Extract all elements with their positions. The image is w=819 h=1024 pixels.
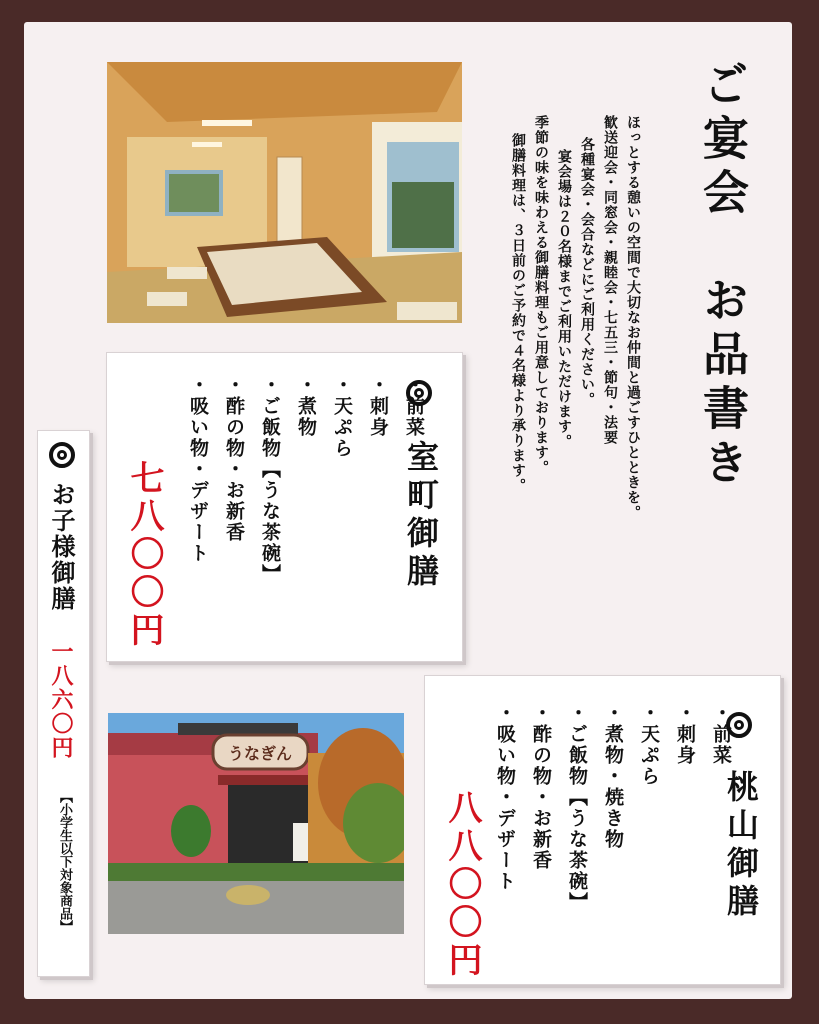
course-price: 七八〇〇円 <box>124 460 164 650</box>
kids-name: お子様御膳 <box>47 482 76 612</box>
intro-line: ほっとする憩いの空間で大切なお仲間と過ごすひとときを。 <box>625 115 641 520</box>
intro-line: 各種宴会・会合などにご利用ください。 <box>579 137 595 407</box>
course-item: ・ご飯物【うな茶碗】 <box>566 703 588 913</box>
course-item: ・酢の物・お新香 <box>223 375 245 543</box>
course-item: ・煮物 <box>295 375 317 438</box>
course-item: ・刺身 <box>674 703 696 766</box>
course-items <box>180 375 432 645</box>
intro-line: 歓送迎会・同窓会・親睦会・七五三・節句・法要 <box>602 115 618 445</box>
course-item: ・刺身 <box>367 375 389 438</box>
course-item: ・天ぷら <box>331 375 353 459</box>
intro-line: 宴会場は２０名様までご利用いただけます。 <box>556 149 572 449</box>
course-item: ・煮物・焼き物 <box>602 703 624 850</box>
shop-sign-text: うなぎん <box>227 744 293 763</box>
banquet-room-photo <box>107 62 462 323</box>
course-item: ・天ぷら <box>638 703 660 787</box>
page-title: ご宴会 お品書き <box>696 60 750 492</box>
intro-line: 季節の味を味わえる御膳料理もご用意しております。 <box>533 115 549 475</box>
course-item: ・吸い物・デザート <box>187 375 209 564</box>
course-name: 桃山御膳 <box>722 770 760 922</box>
course-item: ・吸い物・デザート <box>494 703 516 892</box>
intro-text <box>506 115 644 635</box>
course-item: ・前菜 <box>710 703 732 766</box>
double-circle-icon <box>49 442 75 468</box>
shop-exterior-photo <box>108 713 404 934</box>
course-price: 八八〇〇円 <box>442 790 482 980</box>
course-items <box>487 703 739 973</box>
course-item: ・前菜 <box>403 375 425 438</box>
kids-price: 一八六〇円 <box>48 640 74 760</box>
course-item: ・ご飯物【うな茶碗】 <box>259 375 281 585</box>
course-name: 室町御膳 <box>402 440 440 592</box>
intro-line: 御膳料理は、３日前のご予約で４名様より承ります。 <box>510 133 526 493</box>
kids-note: 【小学生以下対象商品】 <box>57 790 72 933</box>
course-item: ・酢の物・お新香 <box>530 703 552 871</box>
